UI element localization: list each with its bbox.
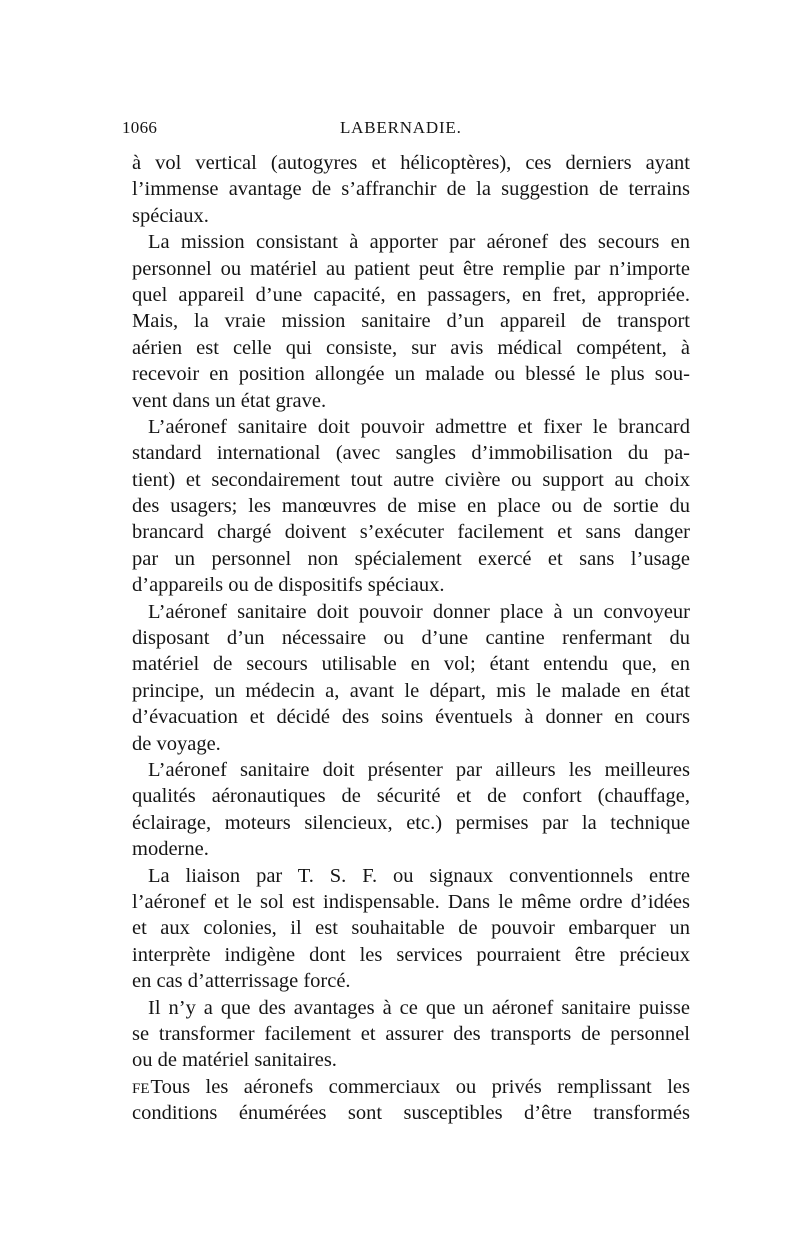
text-line: L’aéronef sanitaire doit pouvoir donner place à un convoyeur: [148, 600, 690, 623]
text-line: quel appareil d’une capacité, en passagers, en fret, appropriée.: [132, 283, 690, 306]
text-line: éclairage, moteurs silencieux, etc.) permises par la technique: [132, 811, 690, 834]
text-line: Il n’y a que des avantages à ce que un aéronef sanitaire puisse: [148, 996, 690, 1019]
text-line: aérien est celle qui consiste, sur avis médical compétent, à: [132, 336, 690, 359]
text-line-with-mark: [132, 1074, 690, 1100]
text-line: se transformer facilement et assurer des transports de personnel: [132, 1022, 690, 1045]
text-line: standard international (avec sangles d’immobilisation du pa-: [132, 442, 690, 465]
text-line: principe, un médecin a, avant le départ, mis le malade en état: [132, 679, 690, 702]
text-line: d’évacuation et décidé des soins éventuels à donner en cours: [132, 706, 690, 729]
text-line: des usagers; les manœuvres de mise en place ou de sortie du: [132, 495, 690, 518]
page-header: [122, 118, 668, 146]
text-line: Mais, la vraie mission sanitaire d’un appareil de transport: [132, 310, 690, 333]
text-line: moderne.: [132, 838, 209, 861]
text-line: conditions énumérées sont susceptibles d’être transformés: [132, 1102, 690, 1125]
text-line: en cas d’atterrissage forcé.: [132, 970, 351, 993]
text-line: l’immense avantage de s’affranchir de la suggestion de terrains: [132, 178, 690, 201]
text-line: interprète indigène dont les services pourraient être précieux: [132, 943, 690, 966]
text-line: disposant d’un nécessaire ou d’une cantine renfermant du: [132, 627, 690, 650]
text-line: spéciaux.: [132, 204, 209, 227]
text-line: à vol vertical (autogyres et hélicoptères), ces derniers ayant: [132, 152, 690, 174]
text-line: ou de matériel sanitaires.: [132, 1049, 337, 1072]
text-line: Tous les aéronefs commerciaux ou privés remplissant les: [150, 1075, 690, 1098]
page-number: 1066: [122, 118, 158, 137]
text-line: La mission consistant à apporter par aéronef des secours en: [148, 231, 690, 254]
text-line: tient) et secondairement tout autre civière ou support au choix: [132, 468, 690, 491]
text-line: et aux colonies, il est souhaitable de pouvoir embarquer un: [132, 917, 690, 940]
text-line: qualités aéronautiques de sécurité et de confort (chauffage,: [132, 785, 690, 808]
running-title: LABERNADIE.: [340, 118, 462, 137]
text-line: matériel de secours utilisable en vol; étant entendu que, en: [132, 653, 690, 676]
text-line: par un personnel non spécialement exercé et sans l’usage: [132, 547, 690, 570]
text-line: brancard chargé doivent s’exécuter facilement et sans danger: [132, 521, 690, 544]
body-text: [132, 150, 690, 1126]
text-line: d’appareils ou de dispositifs spéciaux.: [132, 574, 445, 597]
text-line: personnel ou matériel au patient peut être remplie par n’importe: [132, 257, 690, 280]
text-line: L’aéronef sanitaire doit pouvoir admettre et fixer le brancard: [148, 415, 690, 438]
stray-print-mark: FE: [132, 1080, 150, 1097]
text-line: recevoir en position allongée un malade ou blessé le plus sou-: [132, 363, 690, 386]
text-line: L’aéronef sanitaire doit présenter par ailleurs les meilleures: [148, 758, 690, 781]
text-line: l’aéronef et le sol est indispensable. Dans le même ordre d’idées: [132, 890, 690, 913]
text-line: La liaison par T. S. F. ou signaux conventionnels entre: [148, 864, 690, 887]
text-line: vent dans un état grave.: [132, 389, 327, 412]
text-line: de voyage.: [132, 732, 221, 755]
